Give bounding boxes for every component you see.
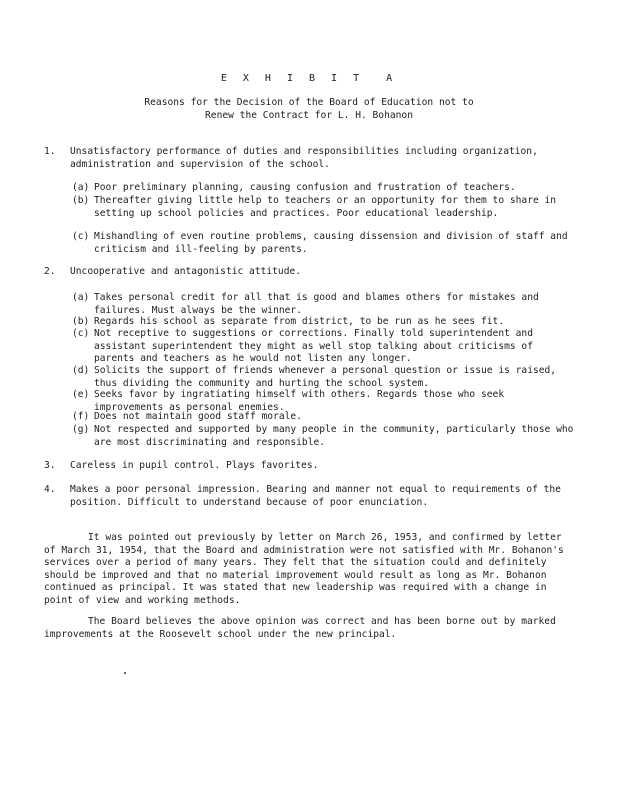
- section-text: Careless in pupil control. Plays favorites.: [70, 460, 319, 471]
- section-number: 2.: [44, 266, 56, 277]
- item-label: (a): [72, 292, 90, 303]
- item-text: Not respected and supported by many people in the community, particularly those who are most discriminating and responsible.: [94, 424, 574, 448]
- section-text: Uncooperative and antagonistic attitude.: [70, 266, 302, 277]
- item-label: (g): [72, 424, 90, 435]
- item-text: Solicits the support of friends whenever a personal question or issue is raised, thus dividing the community and hurting the school system.: [94, 365, 557, 389]
- item-text: Takes personal credit for all that is good and blames others for mistakes and failures. Must always be the winner.: [94, 292, 539, 316]
- section-text: Unsatisfactory performance of duties and responsibilities including organization, administration and supervision of the school.: [70, 146, 538, 170]
- body-paragraph: The Board believes the above opinion was correct and has been borne out by marked improvements at the Roosevelt school under the new principal.: [44, 616, 556, 640]
- item-label: (e): [72, 389, 90, 400]
- section-text: Makes a poor personal impression. Bearing and manner not equal to requirements of the position. Difficult to understand because of poor enunciation.: [70, 484, 561, 508]
- section-number: 3.: [44, 460, 56, 471]
- item-label: (c): [72, 328, 90, 339]
- item-text: Regards his school as separate from district, to be run as he sees fit.: [94, 316, 505, 327]
- section-number: 1.: [44, 146, 56, 157]
- item-text: Does not maintain good staff morale.: [94, 411, 302, 422]
- subtitle-line-1: Reasons for the Decision of the Board of Education not to: [144, 97, 474, 108]
- item-text: Not receptive to suggestions or corrections. Finally told superintendent and assistant superintendent they might as well stop talking about criticisms of parents and teachers as he would not listen any longer.: [94, 328, 533, 365]
- body-paragraph: It was pointed out previously by letter on March 26, 1953, and confirmed by letter of March 31, 1954, that the Board and administration were not satisfied with Mr. Bohanon's services over a period of many years. They felt that the situation could and definitely should be improved and that no material improvement would result as long as Mr. Bohanon continued as principal. It was stated that new leadership was required with a change in point of view and working methods.: [44, 532, 564, 606]
- item-text: Seeks favor by ingratiating himself with others. Regards those who seek improvements as personal enemies.: [94, 389, 505, 413]
- item-text: Poor preliminary planning, causing confusion and frustration of teachers.: [94, 182, 516, 193]
- item-label: (b): [72, 316, 90, 327]
- item-label: (b): [72, 195, 90, 206]
- exhibit-title: E X H I B I T A: [220, 73, 398, 84]
- item-label: (a): [72, 182, 90, 193]
- subtitle-line-2: Renew the Contract for L. H. Bohanon: [205, 110, 413, 121]
- item-label: (c): [72, 231, 90, 242]
- item-text: Mishandling of even routine problems, causing dissension and division of staff and criticism and ill-feeling by parents.: [94, 231, 568, 255]
- item-label: (f): [72, 411, 90, 422]
- item-label: (d): [72, 365, 90, 376]
- section-number: 4.: [44, 484, 56, 495]
- item-text: Thereafter giving little help to teachers or an opportunity for them to share in setting up school policies and practices. Poor educational leadership.: [94, 195, 557, 219]
- stray-mark: [124, 672, 126, 674]
